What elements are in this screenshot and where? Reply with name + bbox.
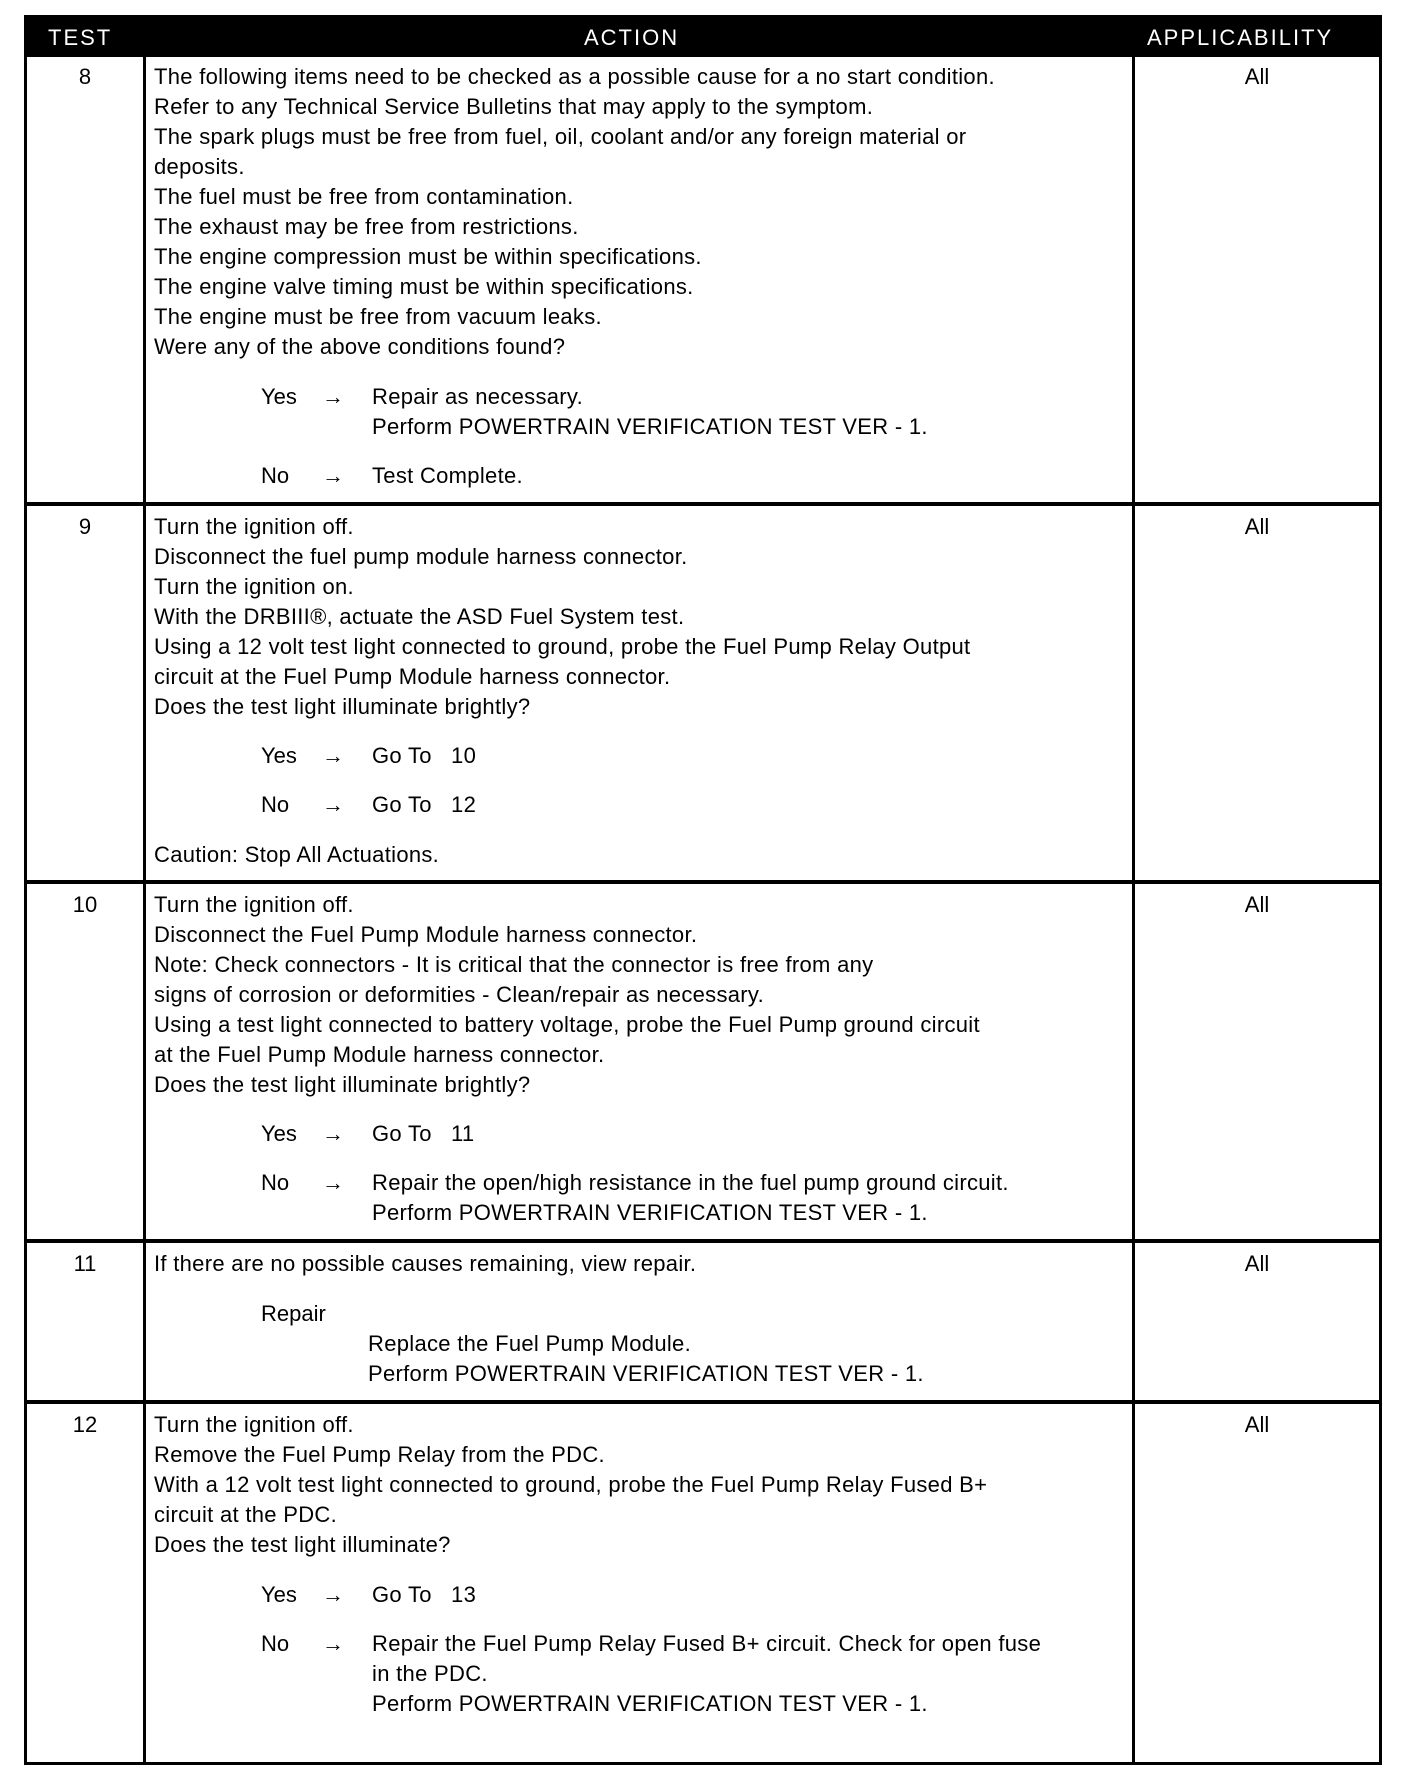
action-line: The fuel must be free from contamination. (154, 184, 574, 209)
no-result: Repair the open/high resistance in the fuel pump ground circuit. (372, 1170, 1009, 1195)
action-line: Turn the ignition off. (154, 514, 354, 539)
no-result: in the PDC. (372, 1661, 488, 1686)
repair-label: Repair (261, 1301, 326, 1326)
test-number: 11 (73, 1251, 97, 1276)
row-divider (27, 502, 1379, 506)
yes-result: Go To 11 (372, 1121, 475, 1146)
no-result: Go To 12 (372, 792, 477, 817)
arrow-icon: → (322, 792, 344, 817)
yes-label: Yes (261, 384, 297, 409)
test-number: 10 (72, 892, 98, 917)
applicability-value: All (1244, 514, 1270, 539)
action-line: If there are no possible causes remaining, view repair. (154, 1251, 697, 1276)
action-line: Remove the Fuel Pump Relay from the PDC. (154, 1442, 605, 1467)
action-line: Using a 12 volt test light connected to ground, probe the Fuel Pump Relay Output (154, 634, 971, 659)
column-divider-test (143, 18, 146, 1762)
applicability-value: All (1244, 892, 1270, 917)
no-label: No (261, 463, 290, 488)
arrow-icon: → (322, 743, 344, 768)
no-label: No (261, 1170, 290, 1195)
yes-label: Yes (261, 1121, 297, 1146)
action-line: Disconnect the fuel pump module harness connector. (154, 544, 688, 569)
action-line: Does the test light illuminate brightly? (154, 1072, 531, 1097)
row-divider (27, 1239, 1379, 1243)
repair-action: Perform POWERTRAIN VERIFICATION TEST VER - 1. (368, 1361, 924, 1386)
action-line: Does the test light illuminate brightly? (154, 694, 531, 719)
applicability-value: All (1244, 1251, 1270, 1276)
action-line: at the Fuel Pump Module harness connector. (154, 1042, 605, 1067)
yes-result: Perform POWERTRAIN VERIFICATION TEST VER - 1. (372, 414, 928, 439)
repair-action: Replace the Fuel Pump Module. (368, 1331, 691, 1356)
test-number: 12 (72, 1412, 98, 1437)
header-action: ACTION (584, 25, 680, 50)
applicability-value: All (1244, 64, 1270, 89)
action-line: Refer to any Technical Service Bulletins that may apply to the symptom. (154, 94, 874, 119)
no-result: Repair the Fuel Pump Relay Fused B+ circuit. Check for open fuse (372, 1631, 1042, 1656)
action-line: Turn the ignition off. (154, 1412, 354, 1437)
action-line: With the DRBIII®, actuate the ASD Fuel System test. (154, 604, 685, 629)
action-line: Note: Check connectors - It is critical that the connector is free from any (154, 952, 874, 977)
arrow-icon: → (322, 1121, 344, 1146)
action-line: Were any of the above conditions found? (154, 334, 566, 359)
row-divider (27, 1400, 1379, 1404)
yes-label: Yes (261, 1582, 297, 1607)
action-line: circuit at the PDC. (154, 1502, 337, 1527)
arrow-icon: → (322, 384, 344, 409)
arrow-icon: → (322, 1582, 344, 1607)
action-line: Disconnect the Fuel Pump Module harness connector. (154, 922, 698, 947)
action-line: Turn the ignition on. (154, 574, 354, 599)
action-line: The spark plugs must be free from fuel, oil, coolant and/or any foreign material or (154, 124, 967, 149)
no-label: No (261, 1631, 290, 1656)
yes-result: Repair as necessary. (372, 384, 584, 409)
action-line: The engine must be free from vacuum leaks. (154, 304, 602, 329)
action-line: The engine valve timing must be within specifications. (154, 274, 694, 299)
yes-label: Yes (261, 743, 297, 768)
action-line: The following items need to be checked as a possible cause for a no start condition. (154, 64, 995, 89)
no-label: No (261, 792, 290, 817)
column-divider-applicability (1132, 18, 1135, 1762)
action-line: signs of corrosion or deformities - Clean/repair as necessary. (154, 982, 764, 1007)
action-line: Does the test light illuminate? (154, 1532, 451, 1557)
action-line: circuit at the Fuel Pump Module harness connector. (154, 664, 671, 689)
arrow-icon: → (322, 463, 344, 488)
action-line: With a 12 volt test light connected to ground, probe the Fuel Pump Relay Fused B+ (154, 1472, 988, 1497)
test-number: 9 (78, 514, 92, 539)
caution-note: Caution: Stop All Actuations. (154, 842, 440, 867)
arrow-icon: → (322, 1170, 344, 1195)
action-line: deposits. (154, 154, 245, 179)
header-test: TEST (48, 25, 113, 50)
no-result: Perform POWERTRAIN VERIFICATION TEST VER - 1. (372, 1200, 928, 1225)
header-applicability: APPLICABILITY (1147, 25, 1334, 50)
applicability-value: All (1244, 1412, 1270, 1437)
row-divider (27, 880, 1379, 884)
yes-result: Go To 10 (372, 743, 477, 768)
test-number: 8 (78, 64, 92, 89)
no-result: Test Complete. (372, 463, 523, 488)
yes-result: Go To 13 (372, 1582, 477, 1607)
action-line: The engine compression must be within specifications. (154, 244, 702, 269)
arrow-icon: → (322, 1631, 344, 1656)
action-line: Using a test light connected to battery voltage, probe the Fuel Pump ground circuit (154, 1012, 980, 1037)
table-header (27, 18, 1379, 57)
action-line: The exhaust may be free from restrictions. (154, 214, 579, 239)
diagnostic-test-table (24, 15, 1382, 1765)
no-result: Perform POWERTRAIN VERIFICATION TEST VER - 1. (372, 1691, 928, 1716)
action-line: Turn the ignition off. (154, 892, 354, 917)
